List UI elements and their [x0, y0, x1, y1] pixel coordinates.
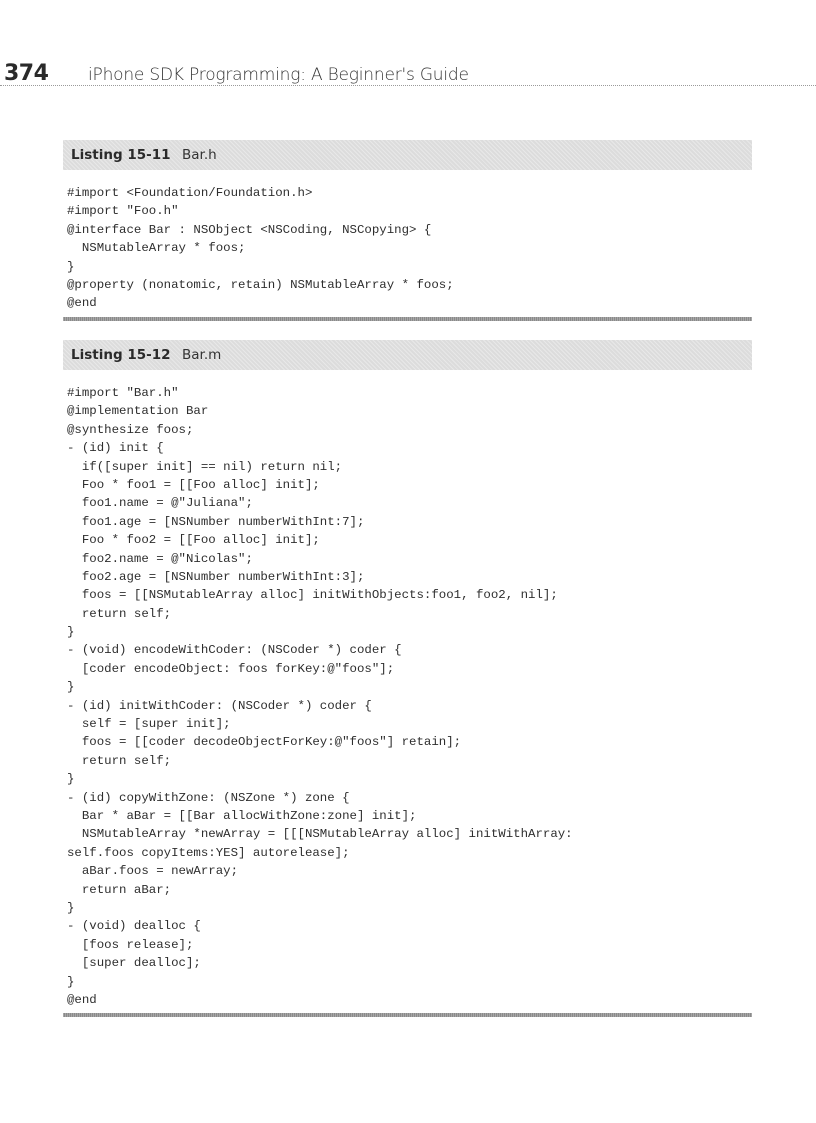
code-line: [super dealloc];	[67, 956, 201, 971]
code-line: foo1.age = [NSNumber numberWithInt:7];	[67, 514, 365, 529]
code-line: aBar.foos = newArray;	[67, 864, 239, 879]
code-line: }	[67, 772, 75, 787]
code-line: @property (nonatomic, retain) NSMutableArray * foos;	[67, 277, 454, 292]
code-block	[63, 370, 752, 1009]
code-line: NSMutableArray * foos;	[67, 241, 246, 256]
code-line: @implementation Bar	[67, 404, 209, 419]
code-line: - (id) init {	[67, 441, 164, 456]
book-title: iPhone SDK Programming: A Beginner's Guide	[88, 65, 469, 85]
code-line: @interface Bar : NSObject <NSCoding, NSCopying> {	[67, 222, 432, 237]
listing-label: Listing 15-12	[71, 347, 171, 363]
header-dotted-rule	[0, 85, 816, 86]
code-line: }	[67, 259, 75, 274]
code-line: }	[67, 974, 75, 989]
code-line: - (id) initWithCoder: (NSCoder *) coder {	[67, 698, 372, 713]
code-line: #import <Foundation/Foundation.h>	[67, 186, 313, 200]
code-line: foo1.name = @"Juliana";	[67, 496, 253, 511]
code-line: return self;	[67, 753, 172, 768]
listing-header	[63, 140, 752, 170]
code-line: [foos release];	[67, 937, 194, 952]
code-line: return aBar;	[67, 882, 172, 897]
code-line: foos = [[NSMutableArray alloc] initWithObjects:foo1, foo2, nil];	[67, 588, 558, 603]
listing-filename: Bar.m	[182, 347, 222, 363]
code-line: foo2.name = @"Nicolas";	[67, 551, 253, 566]
page-number: 374	[4, 61, 49, 86]
code-line: NSMutableArray *newArray = [[[NSMutableArray alloc] initWithArray:	[67, 827, 573, 842]
code-line: }	[67, 625, 75, 640]
code-line: }	[67, 900, 75, 915]
code-block	[63, 170, 752, 313]
code-line: - (id) copyWithZone: (NSZone *) zone {	[67, 790, 350, 805]
code-line: - (void) dealloc {	[67, 919, 201, 934]
listing-bottom-rule	[63, 317, 752, 321]
page-header	[0, 62, 816, 88]
listing-label: Listing 15-11	[71, 147, 171, 163]
code-line: return self;	[67, 606, 172, 621]
code-line: self.foos copyItems:YES] autorelease];	[67, 845, 350, 860]
code-line: Foo * foo2 = [[Foo alloc] init];	[67, 533, 320, 548]
code-line: Foo * foo1 = [[Foo alloc] init];	[67, 477, 320, 492]
code-line: }	[67, 680, 75, 695]
listing-bottom-rule	[63, 1013, 752, 1017]
code-listing-bar-h	[63, 140, 752, 321]
code-listing-bar-m	[63, 340, 752, 1017]
code-line: foo2.age = [NSNumber numberWithInt:3];	[67, 569, 365, 584]
code-line: [coder encodeObject: foos forKey:@"foos"];	[67, 661, 395, 676]
listing-header	[63, 340, 752, 370]
code-line: @synthesize foos;	[67, 422, 194, 437]
code-line: if([super init] == nil) return nil;	[67, 459, 343, 474]
code-line: #import "Foo.h"	[67, 204, 179, 219]
code-line: self = [super init];	[67, 717, 231, 732]
code-line: @end	[67, 296, 97, 311]
code-line: @end	[67, 992, 97, 1007]
code-line: Bar * aBar = [[Bar allocWithZone:zone] init];	[67, 808, 417, 823]
code-line: - (void) encodeWithCoder: (NSCoder *) coder {	[67, 643, 402, 658]
listing-filename: Bar.h	[182, 147, 217, 163]
code-line: #import "Bar.h"	[67, 386, 179, 400]
code-line: foos = [[coder decodeObjectForKey:@"foos"] retain];	[67, 735, 462, 750]
